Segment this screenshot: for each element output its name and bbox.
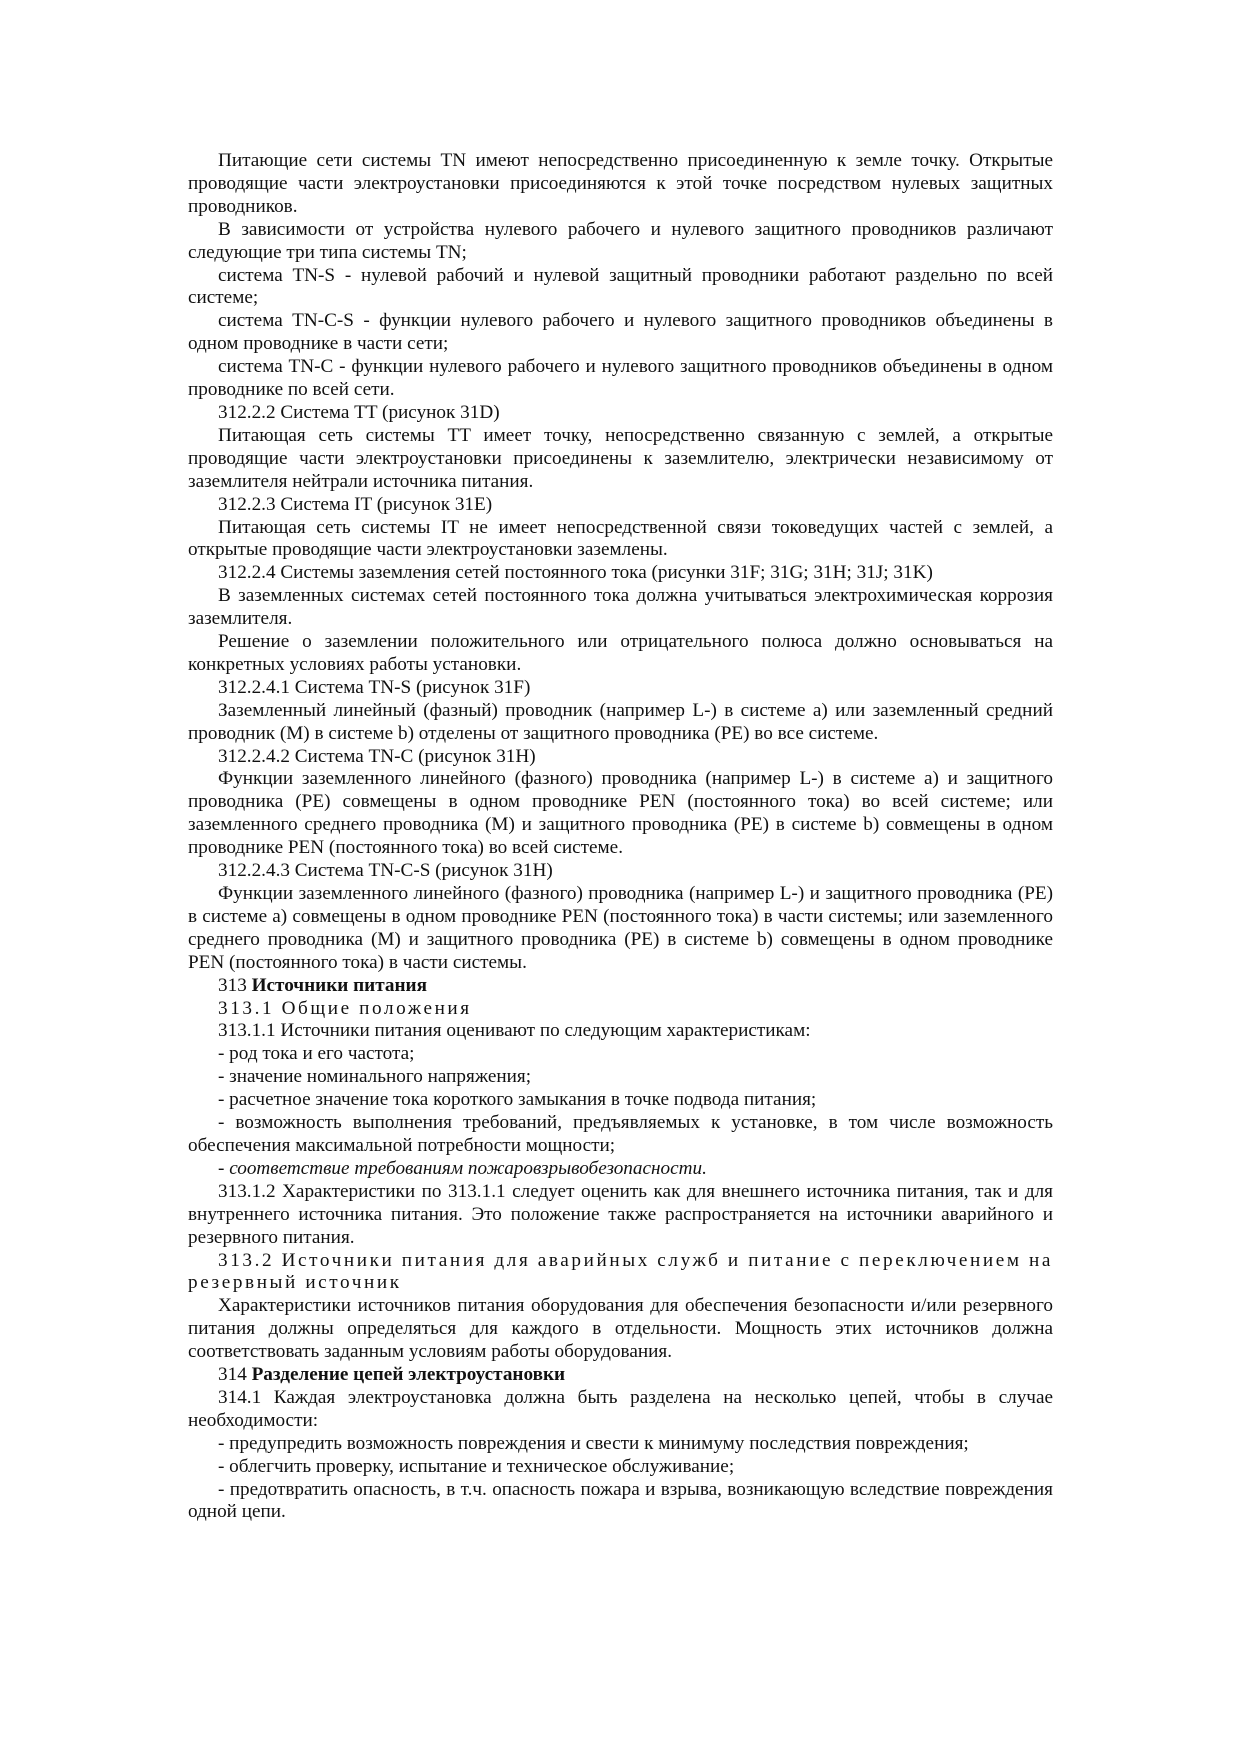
- paragraph: - род тока и его частота;: [218, 1043, 415, 1065]
- section-title: Источники питания: [251, 974, 427, 996]
- paragraph: система TN-S - нулевой рабочий и нулевой защитный проводники работают раздельно по всей системе;: [188, 264, 1053, 309]
- section-heading: [188, 1364, 1053, 1387]
- paragraph: Питающая сеть системы IT не имеет непосредственной связи токоведущих частей с землей, а открытые проводящие части электроустановки заземлены.: [188, 516, 1053, 561]
- paragraph: В заземленных системах сетей постоянного тока должна учитываться электрохимическая коррозия заземлителя.: [188, 585, 1053, 630]
- paragraph: Заземленный линейный (фазный) проводник (например L-) в системе a) или заземленный средний проводник (M) в системе b) отделены от защитного проводника (PE) во все системе.: [188, 699, 1053, 744]
- section-number: 314: [218, 1364, 252, 1386]
- paragraph: - облегчить проверку, испытание и техническое обслуживание;: [218, 1455, 735, 1477]
- paragraph: - предупредить возможность повреждения и свести к минимуму последствия повреждения;: [218, 1432, 969, 1454]
- paragraph: Решение о заземлении положительного или отрицательного полюса должно основываться на конкретных условиях работы установки.: [188, 631, 1053, 675]
- document-page: [188, 150, 1053, 1524]
- paragraph: 312.2.2 Система TT (рисунок 31D): [218, 401, 500, 423]
- paragraph: 312.2.4.2 Система TN-C (рисунок 31H): [218, 745, 536, 767]
- list-item-text: соответствие требованиям пожаровзрывобезопасности.: [229, 1157, 707, 1179]
- paragraph: система TN-C - функции нулевого рабочего и нулевого защитного проводников объединены в одном проводнике по всей сети.: [188, 356, 1053, 401]
- paragraph: 313.1.2 Характеристики по 313.1.1 следует оценить как для внешнего источника питания, так и для внутреннего источника питания. Это положение также распространяется на источники аварийного и резервного питания.: [188, 1180, 1053, 1248]
- paragraph: Функции заземленного линейного (фазного) проводника (например L-) в системе a) и защитного проводника (PE) совмещены в одном проводнике PEN (постоянного тока) во всей системе; или заземленного среднего проводника (M) и защитного проводника (PE) в системе b) совмещены в одном проводнике PEN (постоянного тока) во всей системе.: [188, 768, 1053, 859]
- section-title: Разделение цепей электроустановки: [251, 1364, 566, 1386]
- paragraph: 314.1 Каждая электроустановка должна быть разделена на несколько цепей, чтобы в случае необходимости:: [188, 1386, 1053, 1431]
- paragraph: - предотвратить опасность, в т.ч. опасность пожара и взрыва, возникающую вследствие повреждения одной цепи.: [188, 1478, 1053, 1523]
- subsection-heading: 313.2 Источники питания для аварийных служб и питание с переключением на резервный источник: [188, 1249, 1053, 1294]
- list-item: [188, 1158, 1053, 1181]
- paragraph: 312.2.4 Системы заземления сетей постоянного тока (рисунки 31F; 31G; 31H; 31J; 31K): [218, 562, 933, 584]
- section-heading: [188, 975, 1053, 998]
- paragraph: 312.2.4.3 Система TN-C-S (рисунок 31H): [218, 860, 553, 882]
- paragraph: - расчетное значение тока короткого замыкания в точке подвода питания;: [218, 1089, 817, 1111]
- paragraph: 312.2.3 Система IT (рисунок 31E): [218, 493, 493, 515]
- paragraph: В зависимости от устройства нулевого рабочего и нулевого защитного проводников различают следующие три типа системы TN;: [188, 218, 1053, 263]
- paragraph: Функции заземленного линейного (фазного) проводника (например L-) и защитного проводника (PE) в системе a) совмещены в одном проводнике PEN (постоянного тока) в части системы; или заземленного среднего проводника (M) и защитного проводника (PE) в системе b) совмещены в одном проводнике PEN (постоянного тока) в части системы.: [188, 883, 1053, 973]
- paragraph: система TN-C-S - функции нулевого рабочего и нулевого защитного проводников объединены в одном проводнике в части сети;: [188, 310, 1053, 355]
- section-number: 313: [218, 974, 252, 996]
- list-dash: -: [218, 1157, 230, 1179]
- subsection-heading: 313.1 Общие положения: [218, 997, 472, 1019]
- paragraph: 312.2.4.1 Система TN-S (рисунок 31F): [218, 676, 531, 698]
- paragraph: 313.1.1 Источники питания оценивают по следующим характеристикам:: [218, 1020, 811, 1042]
- paragraph: Характеристики источников питания оборудования для обеспечения безопасности и/или резервного питания должны определяться для каждого в отдельности. Мощность этих источников должна соответствовать заданным условиям работы оборудования.: [188, 1295, 1053, 1363]
- paragraph: - значение номинального напряжения;: [218, 1066, 532, 1088]
- paragraph: Питающие сети системы TN имеют непосредственно присоединенную к земле точку. Открытые проводящие части электроустановки присоединяются к этой точке посредством нулевых защитных проводников.: [188, 150, 1053, 217]
- paragraph: - возможность выполнения требований, предъявляемых к установке, в том числе возможность обеспечения максимальной потребности мощности;: [188, 1112, 1053, 1156]
- paragraph: Питающая сеть системы TT имеет точку, непосредственно связанную с землей, а открытые проводящие части электроустановки присоединены к заземлителю, электрически независимому от заземлителя нейтрали источника питания.: [188, 424, 1053, 492]
